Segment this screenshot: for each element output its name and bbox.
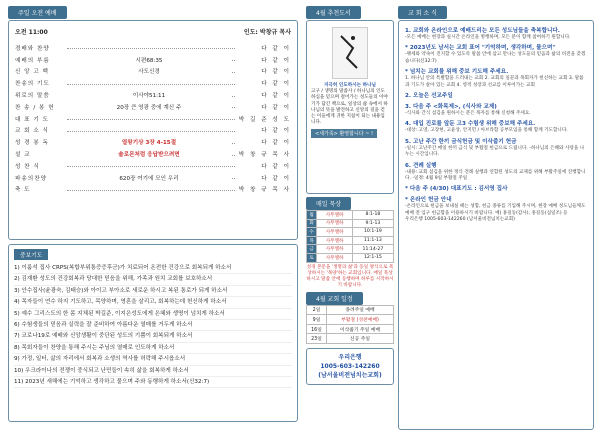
order-text: 열왕기상 3장 4-15절 <box>121 140 177 147</box>
order-who: 다 같 이 <box>261 140 291 147</box>
worship-tab: 주일 오전 예배 <box>8 6 67 19</box>
order-item: 설 교 <box>15 152 31 159</box>
news-body: 우리은행 1005-603-142260 (남서울비전넘치는교회) <box>405 217 515 223</box>
book-cover-image <box>332 27 368 79</box>
news-body: -일시: 고난주간 매일 한끼 금식 및 부활절 헌금으로 드립니다. -하나님의 은혜와 사랑을 나누는 시간입니다. <box>405 145 585 158</box>
order-item: 찬 송 / 봉 헌 <box>15 104 55 111</box>
order-item: 찬송의 기도 <box>15 81 50 88</box>
order-item: 성 찬 식 <box>15 163 40 170</box>
order-row <box>15 148 291 160</box>
news-heading: 5. 고난 주간 한끼 금식헌금 및 이삭줍기 헌금 <box>405 138 517 145</box>
order-who: 박 길 준 성 도 <box>238 116 291 123</box>
order-text: 620장 여기에 모인 우리 <box>119 175 179 182</box>
news-heading: 6. 견례 실행 <box>405 162 437 169</box>
order-row <box>15 89 291 101</box>
prayer-list <box>14 263 292 388</box>
reading-table <box>306 210 394 263</box>
news-body: -식사와 간식 섬김을 원하시는 분은 목자를 통해 신청해 주세요. <box>405 111 531 117</box>
prayer-item: 5) 예수 그리스도의 한 몸 지체된 박길준, 이지은성도에게 은혜와 생명이 넘치게 하소서 <box>14 309 292 320</box>
bank-name: 우리은행 <box>338 353 362 361</box>
order-row <box>15 113 291 125</box>
schedule-table <box>306 305 394 344</box>
book-box <box>306 20 394 194</box>
news-heading: * 다음 주 (4/30) 대표기도 : 김서영 집사 <box>405 186 508 193</box>
order-row <box>15 54 291 66</box>
prayer-box <box>8 244 298 422</box>
prayer-item: 3) 안수집사(윤광숙, 김태승)와 아이고 부아소로 새로운 하시고 복된 통로가 되게 하소서 <box>14 286 292 297</box>
reading-row: 월 사무엘하 8:1-18 <box>307 211 394 220</box>
order-text: 솔로몬처럼 응답받으려면 <box>118 152 180 159</box>
reading-tab: 매일 묵상 <box>306 197 351 210</box>
order-text: 이사야51:11 <box>132 93 166 100</box>
order-row <box>15 160 291 172</box>
order-who: 다 같 이 <box>261 93 291 100</box>
order-who: 다 같 이 <box>261 69 291 76</box>
news-heading: 3. 다음 주 <화목제>, (식사와 교제) <box>405 104 497 111</box>
order-who: 박 창 규 목 사 <box>238 187 291 194</box>
order-item: 예배의 부름 <box>15 57 50 64</box>
order-text: 사도신경 <box>138 69 160 76</box>
bank-owner: (남서울비전넘치는교회) <box>318 371 382 379</box>
order-who: 다 같 이 <box>261 81 291 88</box>
prayer-item: 7) 코로나19로 예배와 신앙생활이 중단된 성도의 기쁨이 회복되게 하소서 <box>14 331 292 342</box>
order-who: 다 같 이 <box>261 175 291 182</box>
order-row <box>15 184 291 196</box>
worship-time: 오전 11:00 <box>15 29 48 36</box>
worship-order-box <box>8 20 298 240</box>
news-body: -내용: 교회 섬김을 위한 정식 견례 실행과 연합된 성도의 교제를 위해 부활주일에 진행합니다. -일정: 4월 9일 부활절 주일 <box>405 169 586 182</box>
order-row <box>15 66 291 78</box>
news-body: -온라인으로 헌금을 보내실 때는 성함, 헌금 종류를 기입해 주시며, 현장 예배 성도님들께도 예배 전 입구 헌금함을 이용하시기 바랍니다. 예) 홍길동(감사), 홍길동(십일조) 등 <box>405 204 586 216</box>
reading-row: 수 사무엘하 10:1-19 <box>307 228 394 237</box>
news-heading: * 넘치는 교회를 위해 중보 기도해 주세요. <box>405 69 509 76</box>
order-row <box>15 136 291 148</box>
order-who: 다 같 이 <box>261 128 291 135</box>
order-leader-dots <box>67 84 235 85</box>
order-row <box>15 42 291 54</box>
prayer-item: 8) 목회자들이 찬양을 통해 주시는 주님의 열매로 인도하게 하소서 <box>14 343 292 354</box>
news-column <box>398 6 594 430</box>
order-who: 다 같 이 <box>261 104 291 111</box>
order-item: 축 도 <box>15 187 31 194</box>
order-leader-dots <box>67 48 235 49</box>
news-heading: * 2023년도 남서는 교회 표어 "기억하며, 생각하며, 물으며" <box>405 45 556 52</box>
prayer-item: 4) 목자들이 연수 하지 기도하고, 목양하며, 영혼을 살리고, 회복하는데 헌신하게 하소서 <box>14 297 292 308</box>
order-item: 신 앙 고 백 <box>15 69 49 76</box>
bank-box <box>306 348 394 385</box>
prayer-item: 10) 우크라이나의 전쟁이 중식되고 난민들이 속히 삶을 회복하게 하소서 <box>14 366 292 377</box>
order-item: 파송의찬양 <box>15 175 48 182</box>
order-text: 20장 큰 영광 중에 계신 주 <box>116 104 182 111</box>
schedule-row: 2일 종려주일 예배 <box>307 305 394 315</box>
news-heading: 4. 대입 진로를 앞둔 고3 수험생 위해 중보해 주세요. <box>405 121 536 128</box>
order-who: 다 같 이 <box>261 163 291 170</box>
order-leader-dots <box>67 119 235 120</box>
side-column <box>306 6 394 385</box>
order-item: 대 표 기 도 <box>15 116 49 123</box>
news-tab: 교 회 소 식 <box>398 6 447 19</box>
prayer-item: 9) 가정, 일터, 삶의 자리에서 회복과 소생의 역사를 허락해 주시옵소서 <box>14 354 292 365</box>
welcome-badge: <새가족> 환영합니다 ~ ! <box>311 129 377 138</box>
book-title: 지극히 인도하시는 하나님 <box>323 83 376 88</box>
reading-row: 화 사무엘하 9:1-13 <box>307 219 394 228</box>
news-heading: * 온라인 헌금 안내 <box>405 197 452 204</box>
order-who: 박 창 규 목 사 <box>238 152 291 159</box>
reading-row: 토 사무엘하 12:1-15 <box>307 253 394 262</box>
worship-column <box>8 6 298 422</box>
order-leader-dots <box>67 131 235 132</box>
order-item: 위로의 말씀 <box>15 93 50 100</box>
reading-note: 성경 본문을 '생명의 삶'과 동일 방식으로 묵상하시는 '목양'하는 교회입니다. 매일 묵상하시고 말씀 안에 동행하며 하루를 시작하시기 바랍니다. <box>306 264 394 288</box>
prayer-item: 1) 이룸석 집사 CRPS(복합부위통증증후군)가 치료되어 온전한 건강으로 회복되게 하소서 <box>14 263 292 274</box>
prayer-item: 11) 2023년 새해에는 기억하고 생각하고 물으며 주와 동행하게 하소서(신32:7) <box>14 377 292 388</box>
prayer-item: 6) 수험생들의 믿음과 실력을 잘 준비하여 아름다운 열매를 거두게 하소서 <box>14 320 292 331</box>
order-row <box>15 101 291 113</box>
news-heading: 1. 교회와 온라인으로 예배드리는 모든 성도님들을 축복합니다. <box>405 28 560 34</box>
order-text: 시편68:35 <box>135 57 163 64</box>
schedule-row: 9일 부활절 (성찬예배) <box>307 315 394 325</box>
schedule-row: 23일 신공 주일 <box>307 334 394 344</box>
schedule-row: 16일 이삭줍기 주일 예배 <box>307 324 394 334</box>
order-who: 다 같 이 <box>261 57 291 64</box>
book-tab: 4월 추천도서 <box>306 6 361 19</box>
book-description: 고구 / 생명의 말씀사 / 하나님의 인도하심을 믿으며 걸어가는 성도들의 이야기가 담긴 책으로, 일상의 삶 속에서 하나님의 뜻을 발견하고 신앙의 길을 걷는 이들에게 귀한 지침이 되는 내용입니다. <box>311 89 388 126</box>
news-body: 1. 하나님 안의 특별함을 드러내는 교회 2. 교회의 일꾼과 목회자가 헌신하는 교회 3. 말씀과 기도가 살아 있는 교회 4. 영적 성장과 선교를 이루어가는 교회 <box>405 76 584 88</box>
prayer-item: 2) 김재환 성도의 건강회복과 당대한 믿음을 위해, 가족과 원치 교회를 보호하소서 <box>14 274 292 285</box>
order-item: 경배와 찬양 <box>15 45 50 52</box>
order-item: 성 경 봉 독 <box>15 140 49 147</box>
order-row <box>15 77 291 89</box>
news-body: -모든 예배는 현장과 실시간 온라인을 병행하며, 모든 분이 함께 참여하기 원합니다. <box>405 35 571 40</box>
worship-order-list <box>15 42 291 195</box>
news-body: -대상: 고영, 고장현, 고윤상, 안지민 / 아브라함 공부모임을 통해 함께 기도합니다. <box>405 128 568 134</box>
order-row <box>15 125 291 137</box>
news-box <box>398 20 594 430</box>
news-body: -맹세와 약속이 진지할 수 있도록 말씀 안에 삼고 만나는 성도들의 믿음과 삶의 비전을 갖겠습니다(신32:7) <box>405 52 586 64</box>
order-leader-dots <box>67 166 235 167</box>
news-heading: 2. 오늘은 선교주일 <box>405 93 453 100</box>
reading-row: 금 사무엘하 11:14-27 <box>307 245 394 254</box>
reading-row: 목 사무엘하 11:1-13 <box>307 236 394 245</box>
bank-number: 1005-603-142260 <box>320 362 380 370</box>
order-item: 교 회 소 식 <box>15 128 49 135</box>
schedule-tab: 4월 교회 일정 <box>306 292 363 305</box>
prayer-title: 중보기도 <box>14 249 48 260</box>
order-leader-dots <box>67 190 235 191</box>
order-row <box>15 172 291 184</box>
order-who: 다 같 이 <box>261 45 291 52</box>
worship-leader: 인도: 박창규 목사 <box>243 29 291 36</box>
